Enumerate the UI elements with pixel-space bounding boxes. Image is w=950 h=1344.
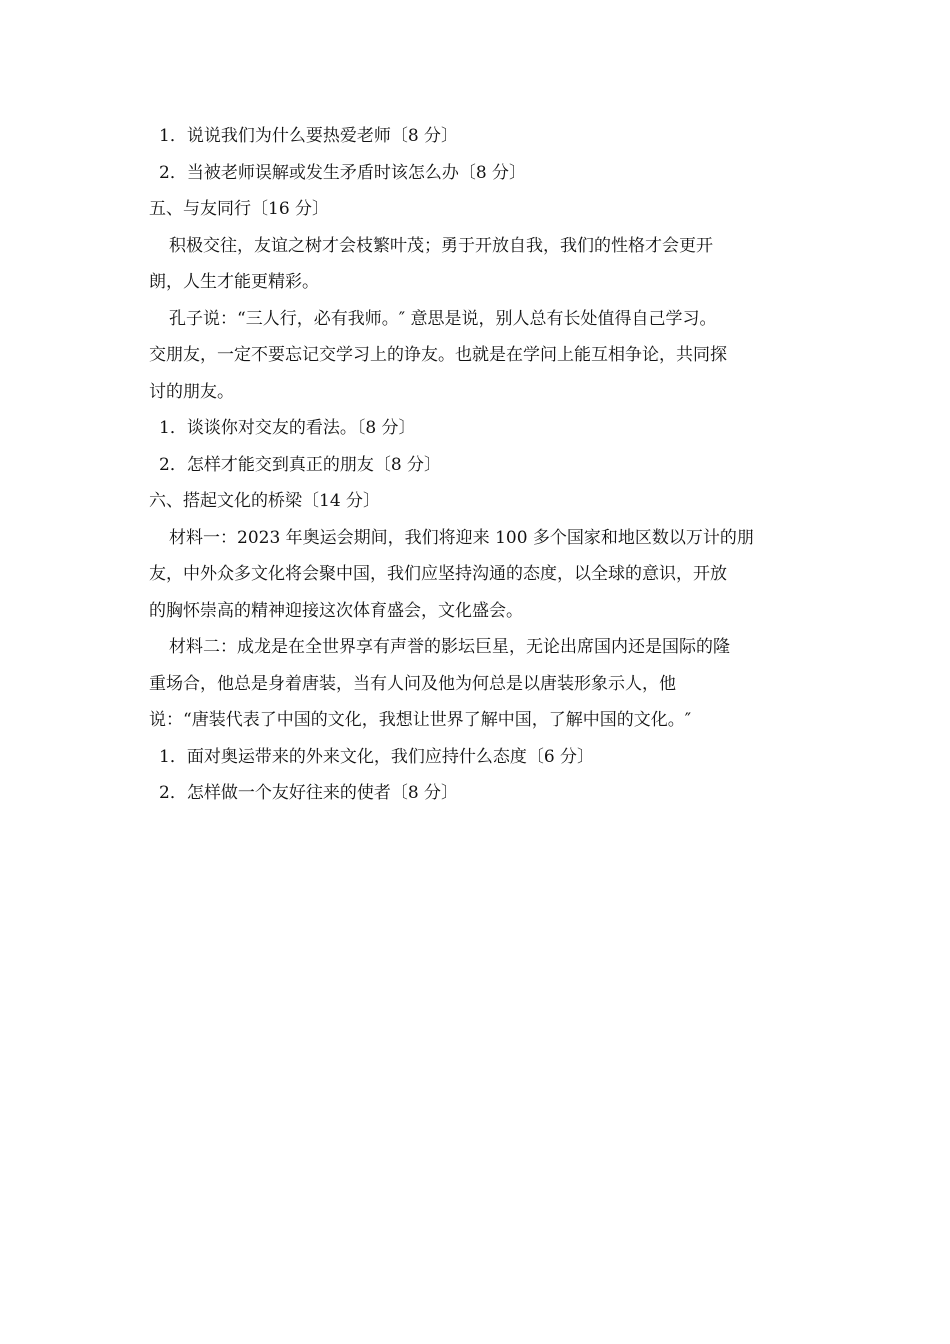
section-6-heading: 六、搭起文化的桥梁〔14 分〕	[149, 491, 381, 511]
section-5-para2-line2: 交朋友，一定不要忘记交学习上的诤友。也就是在学问上能互相争论，共同探	[149, 345, 727, 365]
document-page	[149, 118, 809, 812]
section-6-material2-line2: 重场合，他总是身着唐装，当有人问及他为何总是以唐装形象示人，他	[149, 673, 676, 694]
section-6-material2-line1: 材料二：成龙是在全世界享有声誉的影坛巨星，无论出席国内还是国际的隆	[169, 637, 730, 657]
section-5-para1-line1: 积极交往，友谊之树才会枝繁叶茂；勇于开放自我，我们的性格才会更开	[169, 235, 713, 256]
section-5-para1-line2: 朗，人生才能更精彩。	[149, 272, 319, 292]
section-6-material2-line3: 说：“唐装代表了中国的文化，我想让世界了解中国，了解中国的文化。″	[149, 710, 692, 730]
section-5-heading: 五、与友同行〔16 分〕	[149, 199, 330, 219]
question-4-1: 1．说说我们为什么要热爱老师〔8 分〕	[159, 126, 459, 146]
question-5-2: 2．怎样才能交到真正的朋友〔8 分〕	[159, 454, 442, 475]
section-5-para2-line3: 讨的朋友。	[149, 381, 234, 402]
question-5-1: 1．谈谈你对交友的看法。〔8 分〕	[159, 418, 416, 438]
section-6-material1-line1: 材料一：2023 年奥运会期间，我们将迎来 100 多个国家和地区数以万计的朋	[169, 527, 754, 548]
section-6-material1-line3: 的胸怀崇高的精神迎接这次体育盛会，文化盛会。	[149, 600, 523, 621]
question-6-1: 1．面对奥运带来的外来文化，我们应持什么态度〔6 分〕	[159, 746, 595, 767]
section-6-material1-line2: 友，中外众多文化将会聚中国，我们应坚持沟通的态度，以全球的意识，开放	[149, 564, 727, 584]
question-6-2: 2．怎样做一个友好往来的使者〔8 分〕	[159, 783, 459, 803]
question-4-2: 2．当被老师误解或发生矛盾时该怎么办〔8 分〕	[159, 162, 527, 183]
section-5-para2-line1: 孔子说：“三人行，必有我师。″ 意思是说，别人总有长处值得自己学习。	[169, 308, 717, 329]
